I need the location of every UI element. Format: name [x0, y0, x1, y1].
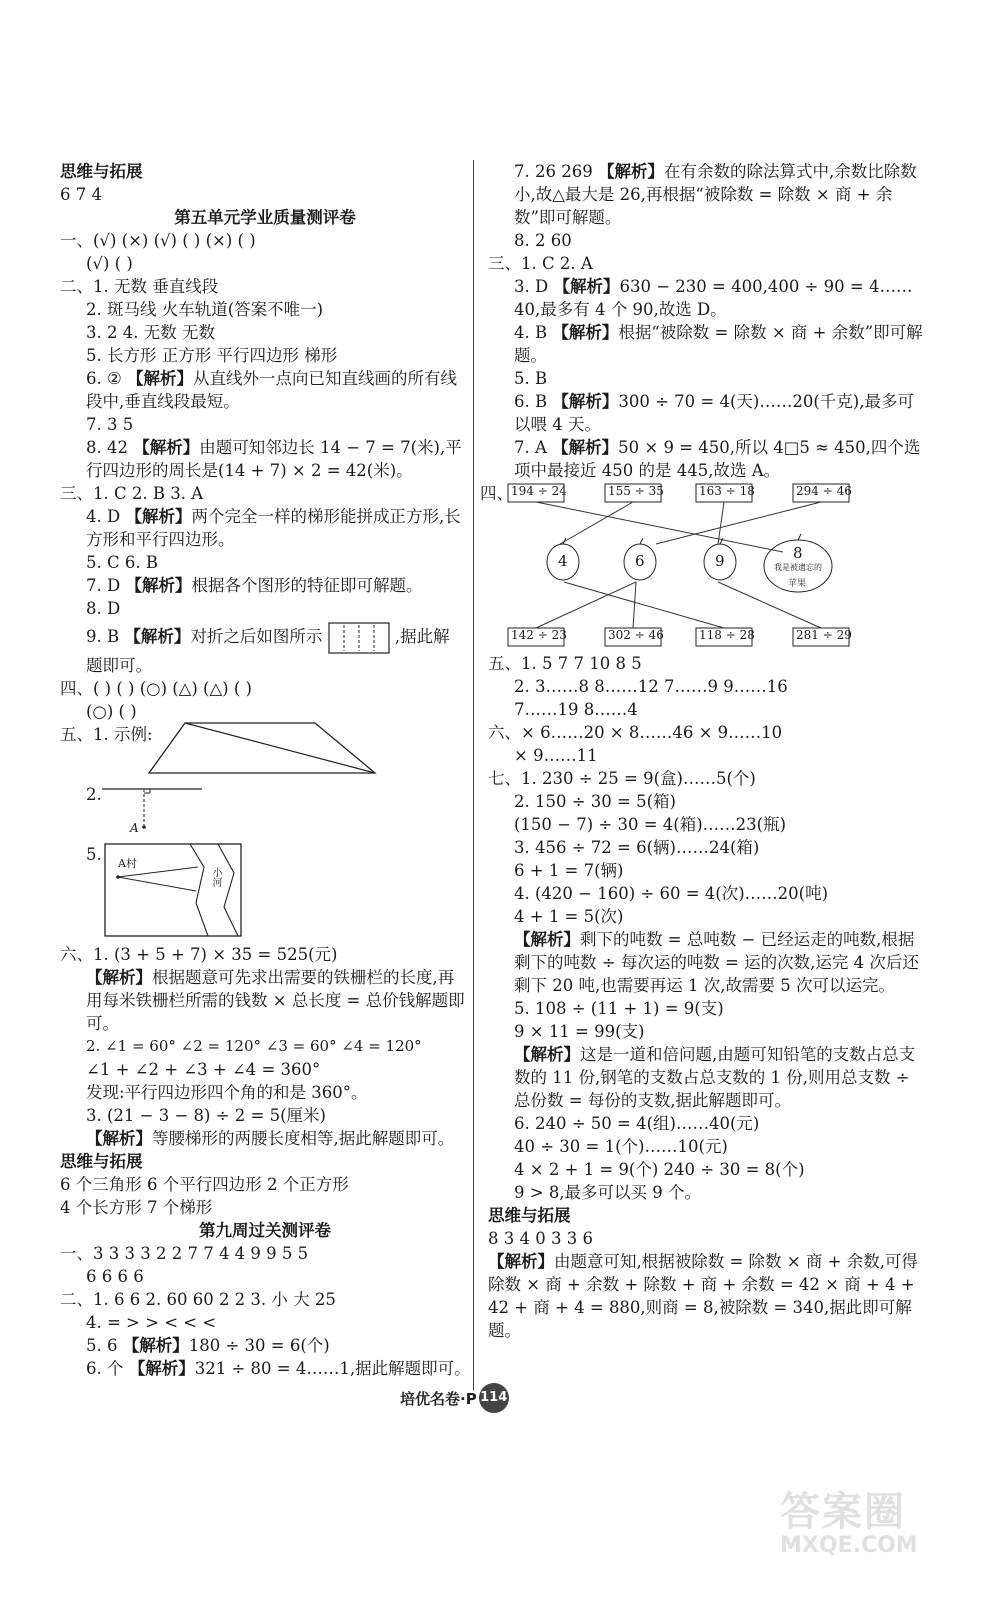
- analysis-tag: 【解析】: [124, 627, 191, 646]
- analysis-tag: 【解析】: [552, 323, 619, 342]
- top-box-2: 155 ÷ 35: [608, 484, 664, 498]
- answer-line: 6 7 4: [60, 185, 102, 204]
- bottom-box-4: 281 ÷ 29: [796, 628, 852, 642]
- top-box-3: 163 ÷ 18: [699, 484, 755, 498]
- column-divider: [473, 160, 474, 1390]
- answer-line: 一、(√) (×) (√) ( ) (×) ( ): [60, 231, 256, 250]
- analysis-tag: 【解析】: [86, 1129, 152, 1148]
- top-box-4: 294 ÷ 46: [796, 484, 852, 498]
- answer-line: 一、3 3 3 3 2 2 7 7 4 4 9 9 5 5: [60, 1244, 309, 1263]
- analysis-tag: 【解析】: [552, 392, 619, 411]
- answer-line: [60, 1334, 470, 1357]
- answer-line: (○) ( ): [86, 702, 137, 721]
- answer-line: 5. B: [514, 369, 548, 388]
- trapezoid-figure: [145, 721, 385, 781]
- answer-line: 3. (21 − 3 − 8) ÷ 2 = 5(厘米): [86, 1106, 326, 1125]
- analysis-text: 根据“被除数 = 除数 × 商 + 余数”即可解题。: [514, 323, 923, 365]
- folded-paper-figure: [328, 622, 390, 654]
- answer-line: 二、1. 6 6 2. 60 60 2 2 3. 小 大 25: [60, 1290, 336, 1309]
- bottom-box-2: 302 ÷ 46: [608, 628, 664, 642]
- analysis-text: 50 × 9 = 450,所以 4□5 ≈ 450,四个选项中最接近 450 的是 445,故选 A。: [514, 438, 921, 480]
- analysis-tag: 【解析】: [553, 277, 620, 296]
- answer-text: 6. ②: [86, 369, 128, 388]
- test-title: 第九周过关测评卷: [199, 1221, 331, 1240]
- answer-line: (√) ( ): [86, 254, 133, 273]
- answer-line: 8. D: [86, 599, 121, 618]
- analysis-text: 在有余数的除法算式中,余数比除数小,故△最大是 26,再根据“被除数 = 除数 × 商 + 余数”即可解题。: [514, 162, 917, 227]
- answer-line: 三、1. C 2. B 3. A: [60, 484, 204, 503]
- answer-line: 4 × 2 + 1 = 9(个) 240 ÷ 30 = 8(个): [514, 1160, 805, 1179]
- analysis-tag: 【解析】: [125, 576, 192, 595]
- answer-text: 5. 6: [86, 1336, 123, 1355]
- figure-village-river-row: [60, 843, 470, 943]
- analysis-text: 由题意可知,根据被除数 = 除数 × 商 + 余数,可得除数 × 商 + 余数 + 除数 + 商 + 余数 = 42 × 商 + 4 + 42 + 商 + 4 = 880,则商 = 8,被除数 = 340,据此即可解题。: [488, 1252, 918, 1340]
- left-column: [60, 160, 470, 1380]
- top-box-1: 194 ÷ 24: [511, 484, 567, 498]
- answer-line: [488, 436, 928, 482]
- analysis-text: 根据各个图形的特征即可解题。: [191, 576, 423, 595]
- analysis-text: 180 ÷ 30 = 6(个): [188, 1336, 330, 1355]
- analysis-text: 630 − 230 = 400,400 ÷ 90 = 4……40,最多有 4 个 90,故选 D。: [514, 277, 913, 319]
- analysis-text: 两个完全一样的梯形能拼成正方形,长方形和平行四边形。: [86, 507, 461, 549]
- answer-line: 6 个三角形 6 个平行四边形 2 个正方形: [60, 1175, 349, 1194]
- bottom-box-3: 118 ÷ 28: [699, 628, 755, 642]
- right-column: [480, 160, 928, 1342]
- analysis-text: 321 ÷ 80 = 4……1,据此解题即可。: [194, 1359, 471, 1378]
- answer-line: 7. 3 5: [86, 415, 134, 434]
- answer-line: 六、× 6……20 × 8……46 × 9……10: [488, 723, 783, 742]
- section-heading: 思维与拓展: [60, 162, 143, 181]
- point-label: A: [130, 821, 139, 835]
- analysis-tag: 【解析】: [488, 1252, 554, 1271]
- apple-2: 6: [635, 552, 645, 570]
- answer-line: [488, 321, 928, 367]
- analysis-tag: 【解析】: [128, 1359, 195, 1378]
- answer-line: 2.: [86, 785, 102, 804]
- answer-line: [488, 1250, 928, 1342]
- apple-1: 4: [558, 552, 568, 570]
- answer-line: [60, 367, 470, 413]
- answer-line: [60, 966, 470, 1035]
- answer-line: [488, 1043, 928, 1112]
- page-number: 114: [479, 1383, 509, 1413]
- matching-lines: [488, 482, 928, 652]
- brand-name: 培优名卷·P: [400, 1389, 477, 1408]
- analysis-tag: 【解析】: [552, 438, 619, 457]
- answer-line: [60, 436, 470, 482]
- answer-text: 6. 个: [86, 1359, 129, 1378]
- answer-line: 三、1. C 2. A: [488, 254, 593, 273]
- answer-line: [488, 160, 928, 229]
- analysis-tag: 【解析】: [127, 369, 194, 388]
- perpendicular-figure: [100, 777, 260, 837]
- analysis-text: ,据此解: [394, 627, 450, 646]
- answer-line: 五、1. 示例:: [60, 725, 153, 744]
- answer-line: 五、1. 5 7 7 10 8 5: [488, 654, 642, 673]
- apple-note: 我是被遗忘的: [774, 563, 822, 572]
- analysis-text: 等腰梯形的两腰长度相等,据此解题即可。: [152, 1129, 455, 1148]
- answer-text: 4. D: [86, 507, 126, 526]
- answer-line: [60, 1357, 470, 1380]
- apple-note-2: 苹果: [788, 579, 807, 589]
- answer-text: 7. D: [86, 576, 126, 595]
- answer-line: ∠1 + ∠2 + ∠3 + ∠4 = 360°: [86, 1060, 321, 1079]
- apple-4: 8: [793, 544, 803, 562]
- apple-3: 9: [715, 552, 725, 570]
- analysis-text: 这是一道和倍问题,由题可知铅笔的支数占总支数的 11 份,钢笔的支数占总支数的 1 份,则用总支数 ÷ 总份数 = 每份的支数,据此解题即可。: [514, 1045, 916, 1110]
- answer-line: × 9……11: [514, 746, 598, 765]
- answer-text: 8. 42: [86, 438, 134, 457]
- answer-line: 3. 456 ÷ 72 = 6(辆)……24(箱): [514, 838, 760, 857]
- answer-line: 7……19 8……4: [514, 700, 638, 719]
- analysis-tag: 【解析】: [125, 507, 192, 526]
- analysis-tag: 【解析】: [86, 968, 152, 987]
- analysis-tag: 【解析】: [514, 1045, 580, 1064]
- answer-line: 2. 150 ÷ 30 = 5(箱): [514, 792, 676, 811]
- answer-line: 5. 108 ÷ (11 + 1) = 9(支): [514, 999, 724, 1018]
- bottom-box-1: 142 ÷ 23: [511, 628, 567, 642]
- river-label: 小河: [210, 867, 221, 887]
- answer-line: 发现:平行四边形四个角的和是 360°。: [86, 1083, 368, 1102]
- analysis-text: 300 ÷ 70 = 4(天)……20(千克),最多可以喂 4 天。: [514, 392, 914, 434]
- answer-text: 7. A: [514, 438, 553, 457]
- page-footer: [400, 1380, 509, 1416]
- answer-line: [60, 1127, 470, 1150]
- answer-line: 四、: [480, 484, 513, 503]
- answer-line: [60, 620, 470, 654]
- answer-line: 5. 长方形 正方形 平行四边形 梯形: [86, 346, 338, 365]
- answer-line: [60, 505, 470, 551]
- answer-text: 3. D: [514, 277, 554, 296]
- analysis-text: 从直线外一点向已知直线画的所有线段中,垂直线段最短。: [86, 369, 458, 411]
- answer-line: 6. 240 ÷ 50 = 4(组)……40(元): [514, 1114, 760, 1133]
- answer-line: 4 + 1 = 5(次): [514, 907, 624, 926]
- answer-line: 七、1. 230 ÷ 25 = 9(盒)……5(个): [488, 769, 756, 788]
- answer-text: 7. 26 269: [514, 162, 598, 181]
- answer-text: 4. B: [514, 323, 553, 342]
- analysis-tag: 【解析】: [122, 1336, 189, 1355]
- answer-line: 6 + 1 = 7(辆): [514, 861, 624, 880]
- answer-line: [488, 928, 928, 997]
- answer-line: 2. 3……8 8……12 7……9 9……16: [514, 677, 788, 696]
- watermark-url: MXQE.COM: [780, 1533, 918, 1558]
- matching-figure: [480, 482, 928, 652]
- answer-line: 8. 2 60: [514, 231, 572, 250]
- answer-line: 9 × 11 = 99(支): [514, 1022, 645, 1041]
- section-heading: 思维与拓展: [488, 1206, 571, 1225]
- answer-line: (150 − 7) ÷ 30 = 4(箱)……23(瓶): [514, 815, 787, 834]
- answer-line: 2. ∠1 = 60° ∠2 = 120° ∠3 = 60° ∠4 = 120°: [86, 1037, 422, 1055]
- answer-line: 4. (420 − 160) ÷ 60 = 4(次)……20(吨): [514, 884, 829, 903]
- answer-line: 6 6 6 6: [86, 1267, 144, 1286]
- answer-line: 4 个长方形 7 个梯形: [60, 1198, 213, 1217]
- analysis-tag: 【解析】: [514, 930, 580, 949]
- answer-line: 3. 2 4. 无数 无数: [86, 323, 215, 342]
- answer-line: 题即可。: [86, 656, 152, 675]
- answer-line: 8 3 4 0 3 3 6: [488, 1229, 593, 1248]
- answer-line: 2. 斑马线 火车轨道(答案不唯一): [86, 300, 324, 319]
- answer-line: 四、( ) ( ) (○) (△) (△) ( ): [60, 679, 252, 698]
- answer-line: [60, 574, 470, 597]
- answer-line: [488, 275, 928, 321]
- answer-line: 二、1. 无数 垂直线段: [60, 277, 219, 296]
- answer-line: 9 > 8,最多可以买 9 个。: [514, 1183, 702, 1202]
- village-label: A村: [118, 857, 137, 870]
- answer-line: 5. C 6. B: [86, 553, 158, 572]
- answer-text: 6. B: [514, 392, 553, 411]
- watermark: [780, 1480, 980, 1580]
- test-title: 第五单元学业质量测评卷: [174, 208, 356, 227]
- analysis-text: 由题可知邻边长 14 − 7 = 7(米),平行四边形的周长是(14 + 7) × 2 = 42(米)。: [86, 438, 462, 480]
- analysis-text: 对折之后如图所示: [190, 627, 323, 646]
- analysis-text: 根据题意可先求出需要的铁栅栏的长度,再用每米铁栅栏所需的钱数 × 总长度 = 总价钱解题即可。: [86, 968, 465, 1033]
- analysis-tag: 【解析】: [597, 162, 664, 181]
- answer-line: [488, 390, 928, 436]
- answer-line: 40 ÷ 30 = 1(个)……10(元): [514, 1137, 728, 1156]
- analysis-tag: 【解析】: [133, 438, 200, 457]
- figure-perpendicular-row: [60, 783, 470, 843]
- watermark-main: 答案圈: [780, 1489, 906, 1535]
- section-heading: 思维与拓展: [60, 1152, 143, 1171]
- answer-text: 9. B: [86, 627, 125, 646]
- answer-line: 六、1. (3 + 5 + 7) × 35 = 525(元): [60, 945, 338, 964]
- answer-line: 4. = > > < < <: [86, 1313, 217, 1332]
- answer-line: 5.: [86, 845, 102, 864]
- analysis-text: 剩下的吨数 = 总吨数 − 已经运走的吨数,根据剩下的吨数 ÷ 每次运的吨数 = 运的次数,运完 4 次后还剩下 20 吨,也需要再运 1 次,故需要 5 次可以运完。: [514, 930, 919, 995]
- figure-trapezoid-row: [60, 723, 470, 783]
